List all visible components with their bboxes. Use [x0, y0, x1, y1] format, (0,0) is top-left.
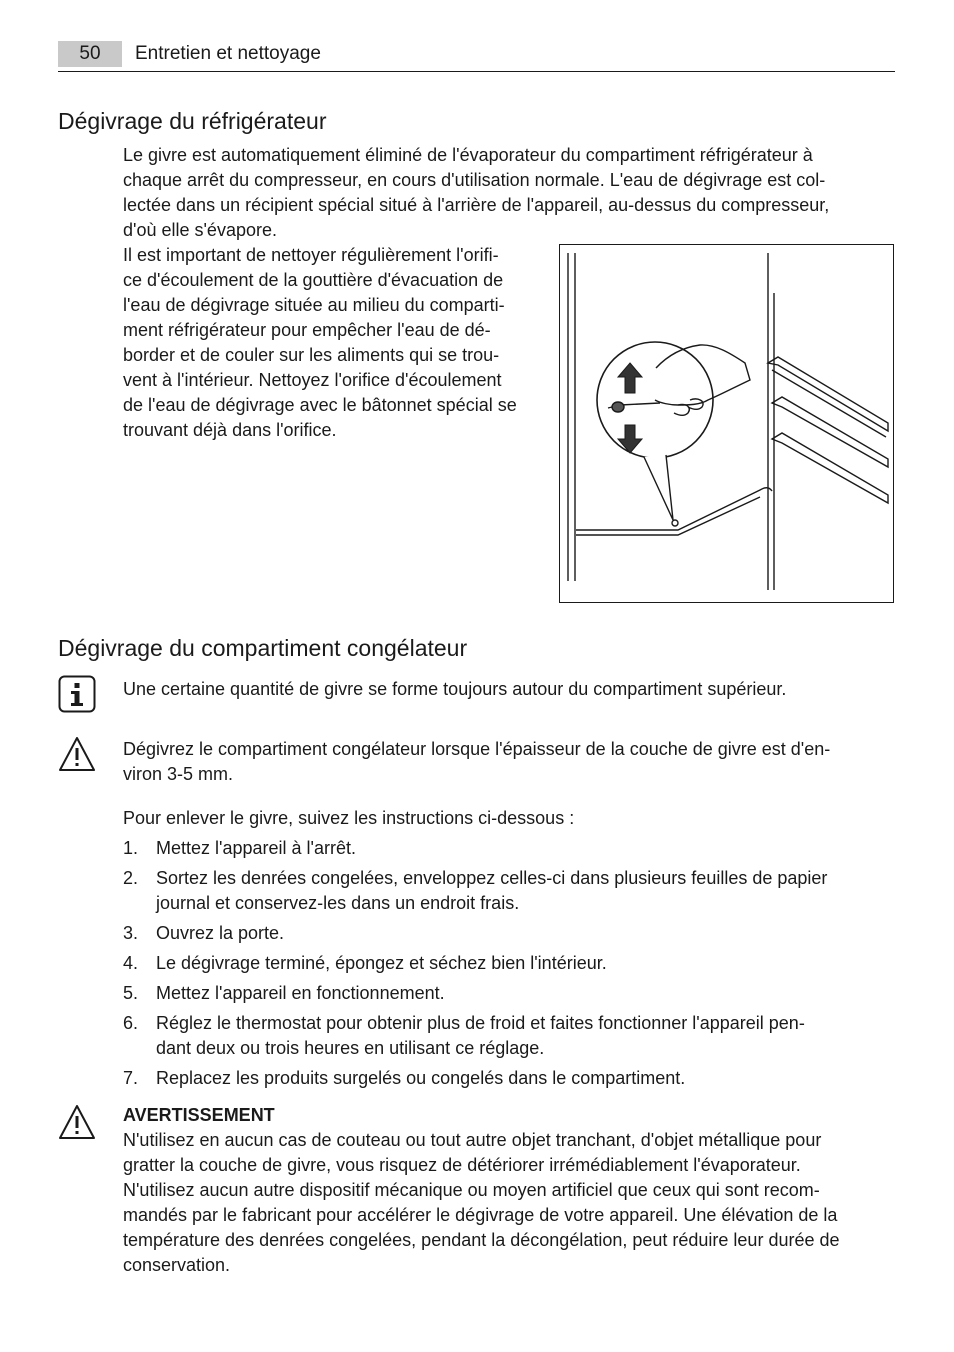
text-line: conservation. [123, 1255, 231, 1275]
step-text: Ouvrez la porte. [156, 923, 285, 943]
text-line: chaque arrêt du compresseur, en cours d'utilisation normale. L'eau de dégivrage est col- [123, 170, 826, 190]
list-item [123, 836, 895, 861]
paragraph-drain-cleaning [123, 243, 553, 443]
text-line: ment réfrigérateur pour empêcher l'eau de dé- [123, 320, 491, 340]
text-line: Le givre est automatiquement éliminé de l'évaporateur du compartiment réfrigérateur à [123, 145, 813, 165]
text-line: ce d'écoulement de la gouttière d'évacuation de [123, 270, 504, 290]
text-line: température des denrées congelées, pendant la décongélation, peut réduire leur durée de [123, 1230, 840, 1250]
step-text: Réglez le thermostat pour obtenir plus de froid et faites fonctionner l'appareil pen- [156, 1013, 805, 1033]
step-text: Mettez l'appareil en fonctionnement. [156, 983, 445, 1003]
text-line: d'où elle s'évapore. [123, 220, 277, 240]
text-line: gratter la couche de givre, vous risquez de détériorer irrémédiablement l'évaporateur. [123, 1155, 801, 1175]
section-title-freezer-defrost: Dégivrage du compartiment congélateur [58, 635, 468, 661]
step-number: 3. [123, 923, 139, 943]
warning-triangle-icon [58, 735, 96, 773]
step-number: 5. [123, 983, 139, 1003]
list-item [123, 981, 895, 1006]
list-item [123, 866, 895, 916]
step-number: 2. [123, 868, 139, 888]
text-line: viron 3-5 mm. [123, 764, 234, 784]
text-line: Il est important de nettoyer régulièrement l'orifi- [123, 245, 499, 265]
text-line: lectée dans un récipient spécial situé à l'arrière de l'appareil, au-dessus du compresseur, [123, 195, 830, 215]
step-number: 6. [123, 1013, 139, 1033]
warning-title: AVERTISSEMENT [123, 1105, 275, 1125]
step-text: Mettez l'appareil à l'arrêt. [156, 838, 356, 858]
warning-block [123, 1103, 895, 1278]
defrost-steps-list [123, 836, 895, 1096]
drain-cleaning-illustration [559, 244, 894, 603]
step-number: 1. [123, 838, 139, 858]
info-icon [58, 675, 96, 713]
fridge-drain-drawing [560, 245, 893, 602]
list-item [123, 921, 895, 946]
warning-triangle-icon [58, 1103, 96, 1141]
list-item [123, 951, 895, 976]
text-line: Dégivrez le compartiment congélateur lorsque l'épaisseur de la couche de givre est d'en- [123, 739, 831, 759]
page-number: 50 [58, 41, 122, 67]
page-header [58, 41, 895, 72]
text-line: de l'eau de dégivrage avec le bâtonnet spécial se [123, 395, 517, 415]
text-line: vent à l'intérieur. Nettoyez l'orifice d'écoulement [123, 370, 502, 390]
step-number: 4. [123, 953, 139, 973]
section-title-refrigerator-defrost: Dégivrage du réfrigérateur [58, 108, 327, 134]
text-line: N'utilisez aucun autre dispositif mécanique ou moyen artificiel que ceux qui sont recom- [123, 1180, 820, 1200]
list-item [123, 1011, 895, 1061]
instructions-intro: Pour enlever le givre, suivez les instructions ci-dessous : [123, 808, 575, 828]
text-line: mandés par le fabricant pour accélérer le dégivrage de votre appareil. Une élévation de la [123, 1205, 838, 1225]
step-text: dant deux ou trois heures en utilisant ce réglage. [156, 1038, 545, 1058]
paragraph-automatic-defrost [123, 143, 895, 243]
running-section-title: Entretien et nettoyage [135, 43, 321, 64]
step-text: Le dégivrage terminé, épongez et séchez bien l'intérieur. [156, 953, 607, 973]
step-text: Replacez les produits surgelés ou congelés dans le compartiment. [156, 1068, 686, 1088]
step-number: 7. [123, 1068, 139, 1088]
caution-note [123, 737, 895, 787]
info-note: Une certaine quantité de givre se forme toujours autour du compartiment supérieur. [123, 679, 787, 699]
list-item [123, 1066, 895, 1091]
step-text: journal et conservez-les dans un endroit frais. [156, 893, 520, 913]
text-line: trouvant déjà dans l'orifice. [123, 420, 337, 440]
step-text: Sortez les denrées congelées, enveloppez celles-ci dans plusieurs feuilles de papier [156, 868, 828, 888]
text-line: l'eau de dégivrage située au milieu du comparti- [123, 295, 505, 315]
text-line: border et de couler sur les aliments qui se trou- [123, 345, 500, 365]
text-line: N'utilisez en aucun cas de couteau ou tout autre objet tranchant, d'objet métallique pour [123, 1130, 822, 1150]
